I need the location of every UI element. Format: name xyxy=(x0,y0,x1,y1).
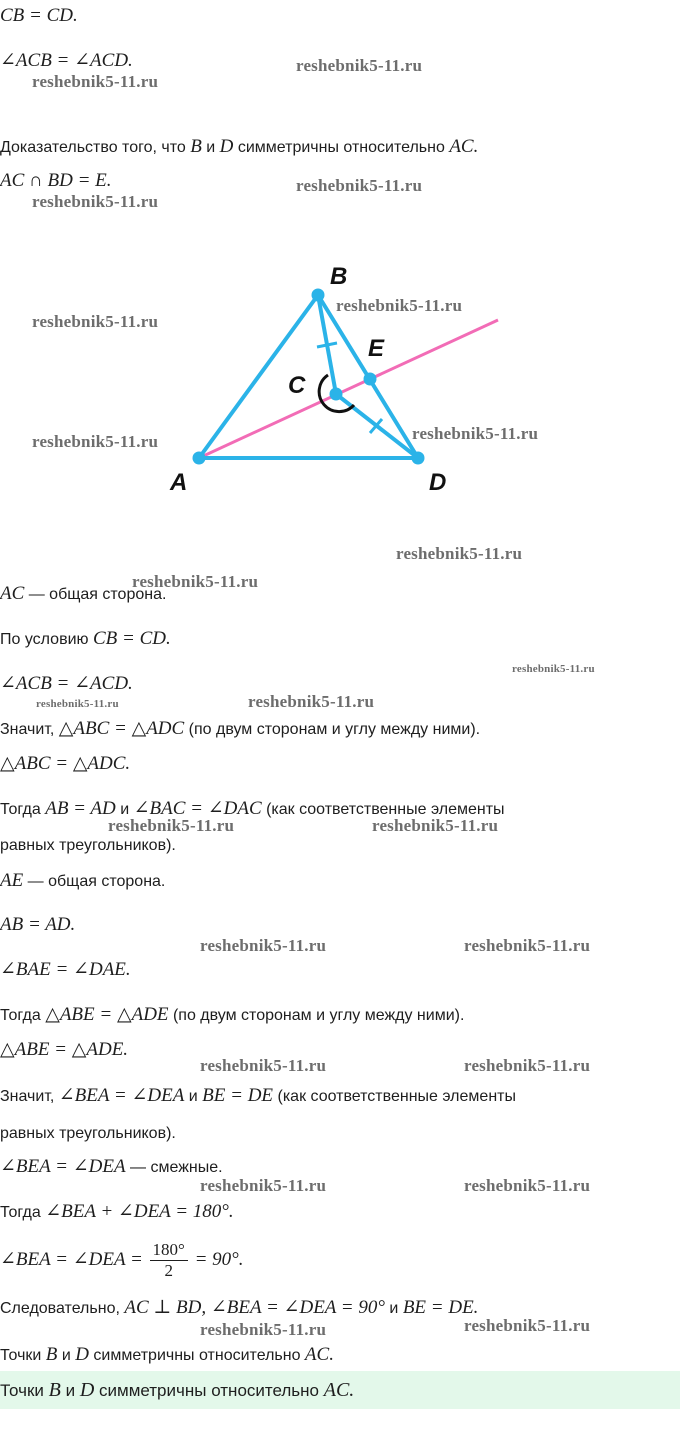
watermark: reshebnik5-11.ru xyxy=(200,1056,327,1075)
label-e: E xyxy=(368,335,385,362)
text: (как соответственные элементы xyxy=(273,1088,516,1105)
math: B xyxy=(190,136,202,157)
text: — смежные. xyxy=(125,1159,223,1176)
text: и xyxy=(201,139,220,156)
watermark: reshebnik5-11.ru xyxy=(132,572,259,591)
math: AC ⊥ BD, ∠BEA = ∠DEA = 90° xyxy=(124,1297,385,1318)
watermark: reshebnik5-11.ru xyxy=(296,176,423,195)
point-e xyxy=(364,373,377,386)
watermark: reshebnik5-11.ru xyxy=(200,1176,327,1195)
text: — общая сторона. xyxy=(23,873,166,890)
fraction-numerator: 180° xyxy=(150,1240,188,1261)
text: и xyxy=(115,801,134,818)
math: AC ∩ BD = E. xyxy=(0,170,112,191)
math: ∠BAE = ∠DAE. xyxy=(0,959,131,980)
math: = 90°. xyxy=(189,1249,244,1270)
math: AB = AD xyxy=(45,798,116,819)
math: B xyxy=(45,1344,58,1365)
math: BE = DE xyxy=(202,1085,274,1106)
line-ae-common-side xyxy=(0,871,165,892)
math: △ABE = △ADE xyxy=(45,1004,169,1025)
math: ∠ACB = ∠ACD. xyxy=(0,50,133,71)
label-c: C xyxy=(288,372,306,399)
text: Тогда xyxy=(0,801,46,818)
line-angles-bea-dea xyxy=(0,1086,516,1107)
watermark: reshebnik5-11.ru xyxy=(412,424,539,443)
math: AC. xyxy=(304,1344,334,1365)
text: (по двум сторонам и углу между ними). xyxy=(168,1007,465,1024)
math: CB = CD. xyxy=(92,628,171,649)
line-triangles-abe-equal xyxy=(0,1040,128,1061)
line-triangles-abc-adc xyxy=(0,719,480,740)
label-d: D xyxy=(429,469,447,496)
answer-box xyxy=(0,1371,680,1409)
watermark: reshebnik5-11.ru xyxy=(464,1056,591,1075)
math: △ABC = △ADC. xyxy=(0,753,131,774)
line-fraction-90 xyxy=(0,1238,244,1283)
watermark: reshebnik5-11.ru xyxy=(396,544,523,563)
line-then-ab-ad-cont xyxy=(0,836,176,856)
text: равных треугольников). xyxy=(0,1125,176,1142)
math: AC xyxy=(0,583,25,604)
text: и xyxy=(57,1347,76,1364)
line-angle-bae-dae xyxy=(0,960,131,981)
text: и xyxy=(60,1381,80,1400)
line-sum-180 xyxy=(0,1202,234,1223)
watermark: reshebnik5-11.ru xyxy=(200,936,327,955)
text: Следовательно, xyxy=(0,1300,125,1317)
text: (как соответственные элементы xyxy=(261,801,505,818)
line-adjacent-angles xyxy=(0,1157,223,1178)
text: — общая сторона. xyxy=(24,586,167,603)
math: ∠BEA = ∠DEA xyxy=(58,1085,185,1106)
watermark: reshebnik5-11.ru xyxy=(464,936,591,955)
text: симметричны относительно xyxy=(88,1347,305,1364)
text: Доказательство того, что xyxy=(0,139,191,156)
point-c xyxy=(330,388,343,401)
math: D xyxy=(219,136,234,157)
math: CB = CD. xyxy=(0,5,78,26)
point-a xyxy=(193,452,206,465)
text: Тогда xyxy=(0,1204,46,1221)
text: равных треугольников). xyxy=(0,837,176,854)
text: Тогда xyxy=(0,1007,46,1024)
watermark: reshebnik5-11.ru xyxy=(200,1320,327,1339)
watermark: reshebnik5-11.ru xyxy=(32,312,159,331)
point-b xyxy=(312,289,325,302)
line-triangles-equal xyxy=(0,754,130,775)
watermark: reshebnik5-11.ru xyxy=(296,56,423,75)
watermark: reshebnik5-11.ru xyxy=(248,692,375,711)
line-points-symmetric xyxy=(0,1345,334,1366)
math: D xyxy=(79,1379,95,1401)
watermark: reshebnik5-11.ru xyxy=(372,816,499,835)
math: △ABC = △ADC xyxy=(58,718,185,739)
line-by-condition xyxy=(0,629,171,650)
line-conclusion-perpendicular xyxy=(0,1298,478,1319)
answer-text xyxy=(0,1380,354,1401)
text: Точки xyxy=(0,1347,46,1364)
math: B xyxy=(48,1379,61,1401)
math: ∠BEA = ∠DEA = xyxy=(0,1249,148,1270)
watermark: reshebnik5-11.ru xyxy=(32,432,159,451)
watermark: reshebnik5-11.ru xyxy=(336,296,463,315)
watermark: reshebnik5-11.ru xyxy=(464,1176,591,1195)
watermark: reshebnik5-11.ru xyxy=(32,72,159,91)
text: Точки xyxy=(0,1381,49,1400)
line-ab-equals-ad xyxy=(0,915,75,936)
line-angles-bea-dea-cont xyxy=(0,1124,176,1144)
fraction-denominator: 2 xyxy=(164,1261,173,1281)
watermark: reshebnik5-11.ru xyxy=(512,663,595,675)
math: AC. xyxy=(449,136,479,157)
watermark: reshebnik5-11.ru xyxy=(108,816,235,835)
math: △ABE = △ADE. xyxy=(0,1039,129,1060)
watermark: reshebnik5-11.ru xyxy=(32,192,159,211)
text: Значит, xyxy=(0,721,59,738)
line-angle-equal xyxy=(0,674,133,695)
math: ∠ACB = ∠ACD. xyxy=(0,673,133,694)
text: симметричны относительно xyxy=(94,1381,324,1400)
math: ∠BEA + ∠DEA = 180°. xyxy=(45,1201,234,1222)
text: (по двум сторонам и углу между ними). xyxy=(184,721,481,738)
math: AC. xyxy=(323,1379,355,1401)
text: и xyxy=(384,1300,403,1317)
text: и xyxy=(184,1088,203,1105)
text: Значит, xyxy=(0,1088,59,1105)
math: D xyxy=(75,1344,89,1365)
watermark: reshebnik5-11.ru xyxy=(36,698,119,710)
fraction xyxy=(150,1240,188,1281)
math: AE xyxy=(0,870,24,891)
math: ∠BEA = ∠DEA xyxy=(0,1156,126,1177)
label-a: A xyxy=(170,469,188,496)
math: AB = AD. xyxy=(0,914,76,935)
text: По условию xyxy=(0,631,93,648)
tick-bc xyxy=(317,343,337,347)
math: ∠BAC = ∠DAC xyxy=(133,798,262,819)
line-triangles-abe-ade xyxy=(0,1005,464,1026)
math: BE = DE. xyxy=(402,1297,479,1318)
label-b: B xyxy=(330,263,348,290)
point-d xyxy=(412,452,425,465)
watermark: reshebnik5-11.ru xyxy=(464,1316,591,1335)
text: симметричны относительно xyxy=(233,139,450,156)
